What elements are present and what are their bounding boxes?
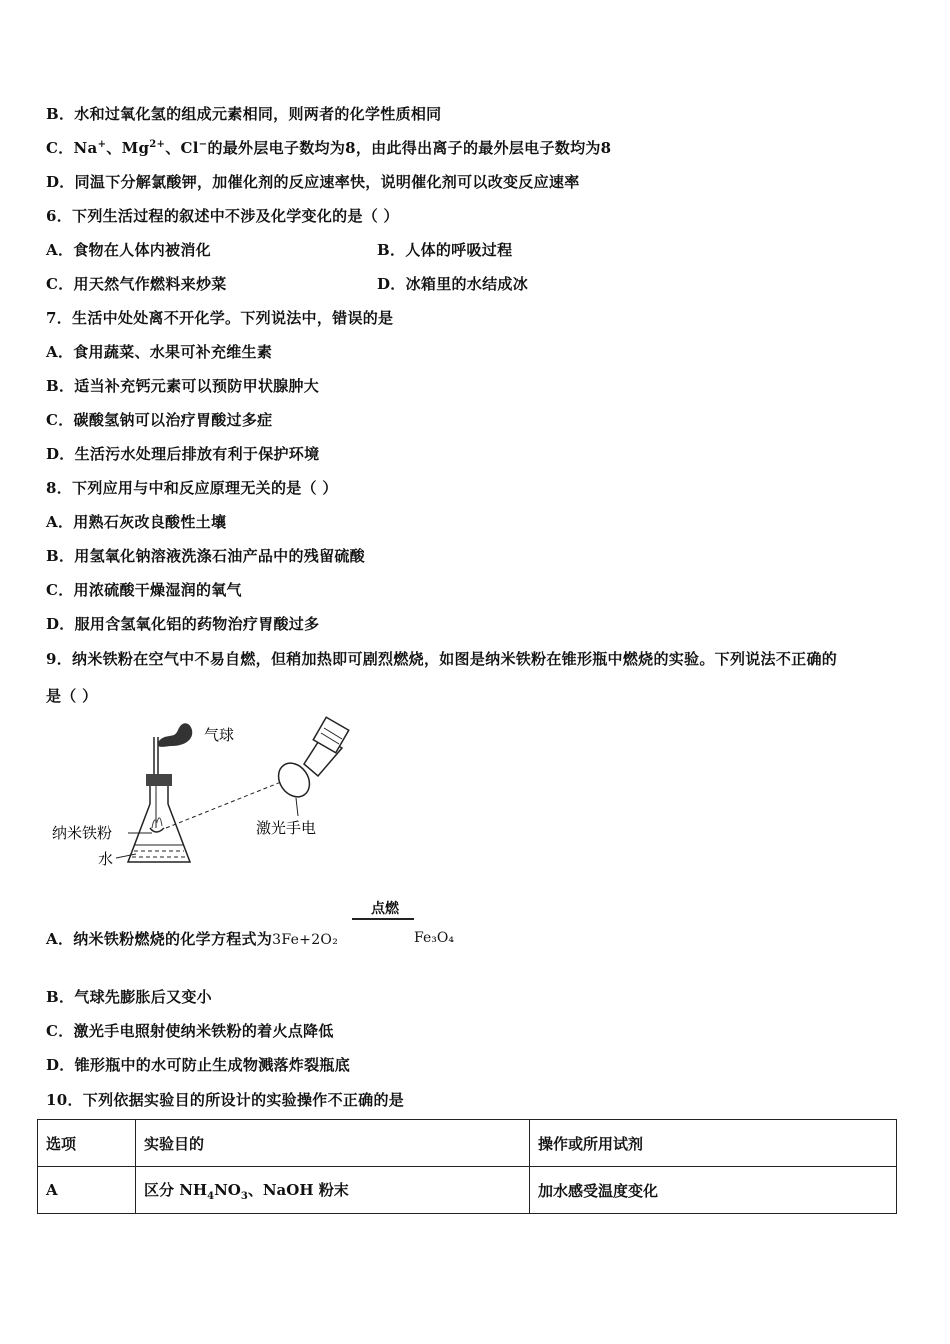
q9a-reactants: 3Fe+2O₂: [272, 932, 339, 948]
q8-option-d: D．服用含氢氧化铝的药物治疗胃酸过多: [46, 615, 320, 633]
q6-option-b: B．人体的呼吸过程: [377, 241, 513, 259]
experiment-figure: [48, 712, 388, 882]
q6-stem: 6．下列生活过程的叙述中不涉及化学变化的是（ ）: [46, 207, 399, 225]
q5c-cl-charge: −: [198, 139, 208, 150]
q9a-text: A．纳米铁粉燃烧的化学方程式为: [46, 930, 273, 948]
q10-stem: 10．下列依据实验目的所设计的实验操作不正确的是: [46, 1091, 405, 1109]
q8-stem: 8．下列应用与中和反应原理无关的是（ ）: [46, 479, 338, 497]
q8-option-c: C．用浓硫酸干燥湿润的氧气: [46, 581, 242, 599]
flashlight-icon: [272, 717, 349, 803]
q8-option-b: B．用氢氧化钠溶液洗涤石油产品中的残留硫酸: [46, 547, 365, 565]
table-row: [38, 1167, 897, 1214]
q5c-mg-charge: 2+: [149, 139, 166, 150]
header-purpose: 实验目的: [136, 1120, 530, 1167]
q9-option-c: C．激光手电照射使纳米铁粉的着火点降低: [46, 1022, 334, 1040]
q9-option-a: [46, 928, 338, 949]
flashlight-leader: [296, 798, 298, 816]
q9-option-b: B．气球先膨胀后又变小: [46, 988, 212, 1006]
q9a-condition: 点燃: [371, 901, 399, 917]
flashlight-label: 激光手电: [256, 819, 317, 837]
water-label: 水: [98, 850, 114, 868]
row-a-purpose-2: NO: [214, 1180, 241, 1199]
q7-option-b: B．适当补充钙元素可以预防甲状腺肿大: [46, 377, 320, 395]
row-a-operation: 加水感受温度变化: [530, 1167, 897, 1214]
balloon-label: 气球: [204, 726, 235, 744]
q9a-product: Fe₃O₄: [414, 930, 454, 946]
row-a-purpose-3: 、NaOH 粉末: [247, 1180, 349, 1199]
q8-option-a: A．用熟石灰改良酸性土壤: [46, 513, 227, 531]
q6-option-d: D．冰箱里的水结成冰: [377, 275, 529, 293]
header-option: 选项: [38, 1120, 136, 1167]
q10-table: [37, 1119, 897, 1214]
row-a-option: A: [38, 1167, 136, 1214]
q7-option-d: D．生活污水处理后排放有利于保护环境: [46, 445, 320, 463]
q5c-text-1: C．Na: [46, 139, 98, 157]
q6-option-c: C．用天然气作燃料来炒菜: [46, 275, 227, 293]
q7-option-a: A．食用蔬菜、水果可补充维生素: [46, 343, 273, 361]
q5c-na-charge: +: [97, 139, 107, 150]
combustion-spoon: [150, 828, 164, 832]
q5c-text-4: 的最外层电子数均为8，由此得出离子的最外层电子数均为8: [207, 139, 612, 157]
stopper: [146, 774, 172, 786]
q5c-text-2: 、Mg: [106, 139, 150, 157]
row-a-purpose-1: 区分 NH: [144, 1180, 208, 1199]
iron-powder-label: 纳米铁粉: [52, 824, 113, 842]
q5-option-d: D．同温下分解氯酸钾，加催化剂的反应速率快，说明催化剂可以改变反应速率: [46, 173, 580, 191]
row-a-purpose-sub1: 4: [207, 1190, 215, 1202]
q6-option-a: A．食物在人体内被消化: [46, 241, 211, 259]
q9-option-d: D．锥形瓶中的水可防止生成物溅落炸裂瓶底: [46, 1056, 351, 1074]
header-operation: 操作或所用试剂: [530, 1120, 897, 1167]
q5c-text-3: 、Cl: [165, 139, 199, 157]
q5-option-b: B．水和过氧化氢的组成元素相同，则两者的化学性质相同: [46, 105, 442, 123]
row-a-purpose-sub2: 3: [240, 1190, 248, 1202]
balloon-icon: [158, 723, 192, 747]
q9-stem-line1: 9．纳米铁粉在空气中不易自燃，但稍加热即可剧烈燃烧，如图是纳米铁粉在锥形瓶中燃烧的实验。下列说法不正确的: [46, 650, 838, 668]
q9a-reaction-arrow: [352, 918, 414, 920]
table-header-row: [38, 1120, 897, 1167]
q5-option-c: [46, 137, 611, 158]
q7-option-c: C．碳酸氢钠可以治疗胃酸过多症: [46, 411, 273, 429]
row-a-purpose: [136, 1167, 530, 1214]
q7-stem: 7．生活中处处离不开化学。下列说法中，错误的是: [46, 309, 394, 327]
flame-icon: [152, 818, 162, 828]
q9-stem-line2: 是（ ）: [46, 687, 98, 705]
